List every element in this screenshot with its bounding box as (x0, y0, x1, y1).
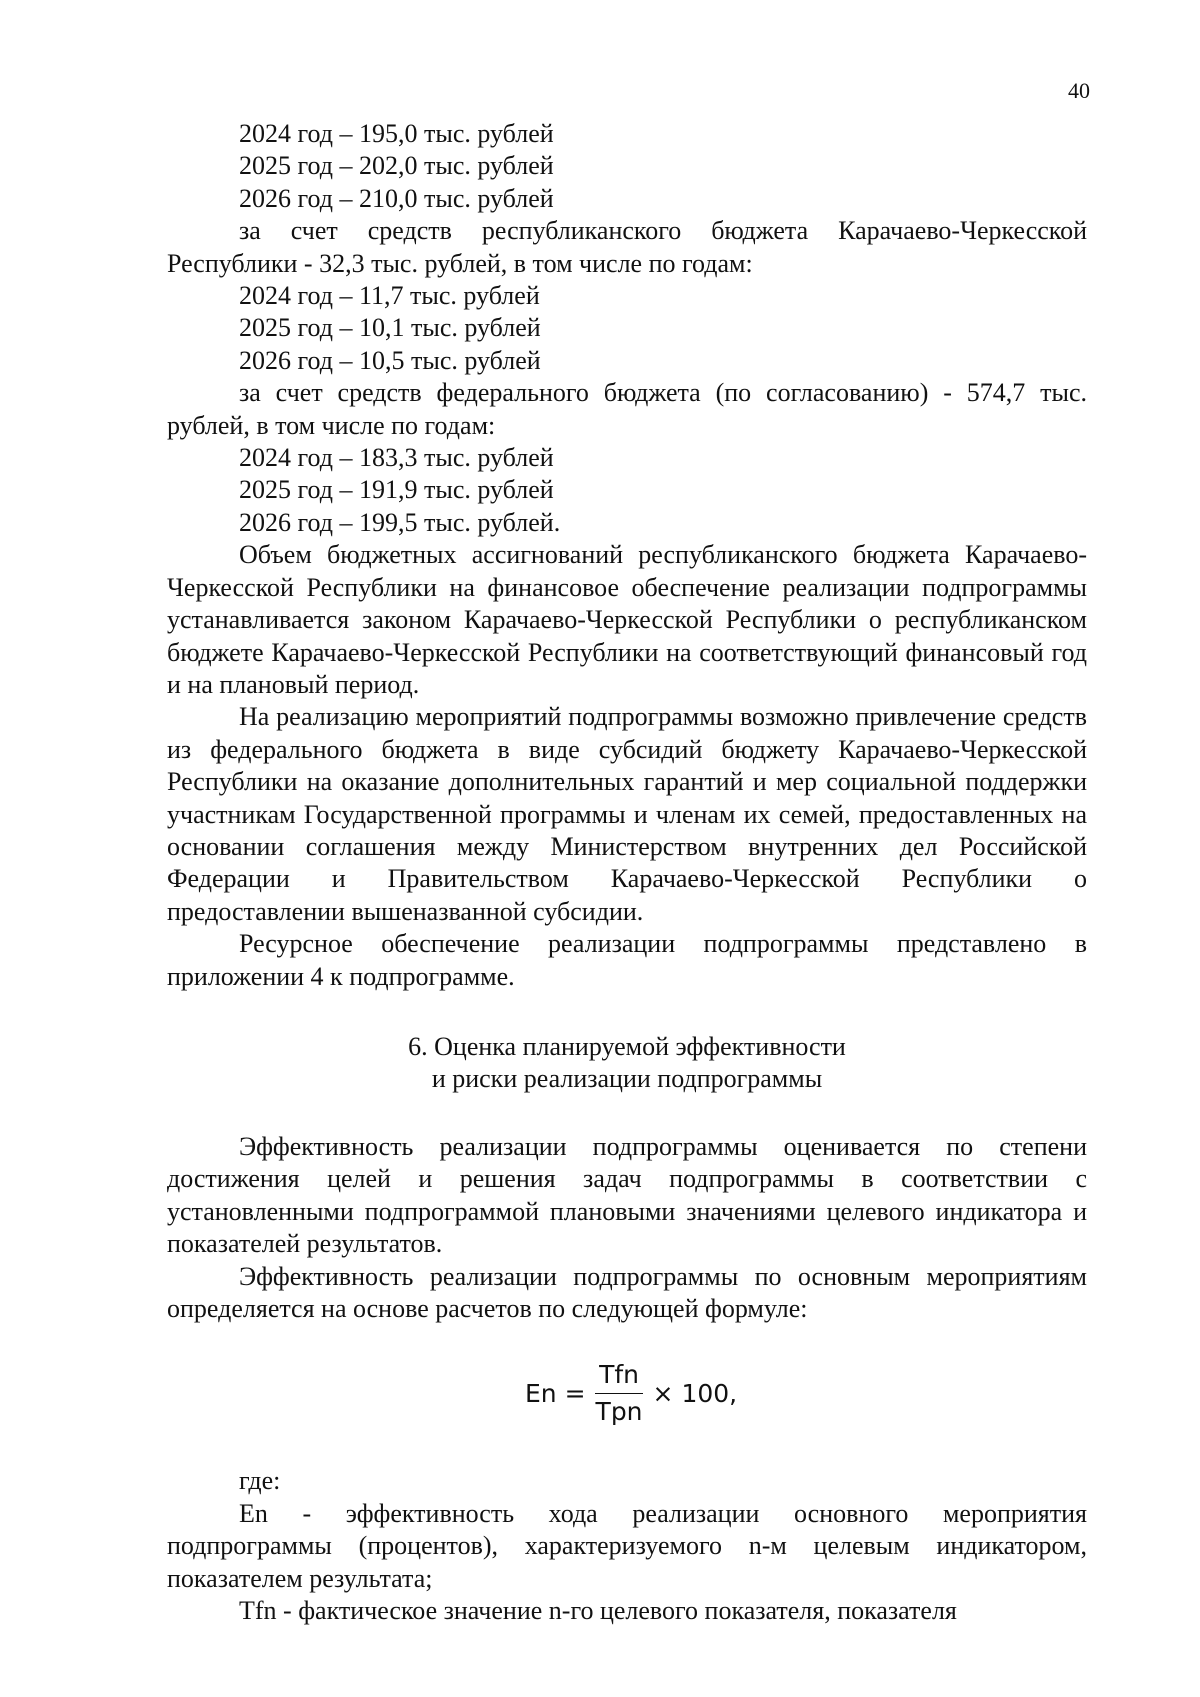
section-heading-line-1: 6. Оценка планируемой эффективности (408, 1031, 846, 1061)
year-line: 2026 год – 10,5 тыс. рублей (239, 345, 541, 375)
where-label: где: (239, 1466, 281, 1496)
year-line: 2026 год – 210,0 тыс. рублей (239, 183, 554, 213)
definition-tfn: Tfn - фактическое значение n-го целевого показателя, показателя (239, 1596, 957, 1626)
federal-budget-paragraph: за счет средств федерального бюджета (по согласованию) - 574,7 тыс. рублей, в том числе по годам: (167, 378, 1087, 440)
year-line: 2025 год – 10,1 тыс. рублей (239, 313, 541, 343)
formula-fraction (592, 1359, 647, 1428)
efficiency-formula (167, 1355, 1087, 1435)
republic-budget-paragraph: за счет средств республиканского бюджета Карачаево-Черкесской Республики - 32,3 тыс. рублей, в том числе по годам: (167, 216, 1087, 278)
efficiency-paragraph: Эффективность реализации подпрограммы оценивается по степени достижения целей и решения задач подпрограммы в соответствии с установленными подпрограммой плановыми значениями целевого индикатора и показателей результатов. (167, 1131, 1087, 1259)
definition-en: En - эффективность хода реализации основного мероприятия подпрограммы (процентов), характеризуемого n-м целевым индикатором, показателем результата; (167, 1498, 1087, 1593)
budget-volume-paragraph: Объем бюджетных ассигнований республиканского бюджета Карачаево-Черкесской Республики на финансовое обеспечение реализации подпрограммы устанавливается законом Карачаево-Черкесской Республики о республиканском бюджете Карачаево-Черкесской Республики на соответствующий финансовый год и на плановый период. (167, 540, 1087, 699)
formula-denominator: Tpn (595, 1397, 643, 1427)
resource-provision-paragraph: Ресурсное обеспечение реализации подпрограммы представлено в приложении 4 к подпрограмме. (167, 929, 1087, 991)
year-line: 2025 год – 191,9 тыс. рублей (239, 475, 554, 505)
formula-rhs: × 100, (652, 1378, 738, 1408)
year-line: 2024 год – 195,0 тыс. рублей (239, 119, 554, 148)
year-line: 2024 год – 11,7 тыс. рублей (239, 281, 540, 311)
page-number: 40 (1068, 78, 1090, 103)
efficiency-method-paragraph: Эффективность реализации подпрограммы по основным мероприятиям определяется на основе расчетов по следующей формуле: (167, 1261, 1087, 1323)
section-heading (167, 1031, 1087, 1095)
year-line: 2026 год – 199,5 тыс. рублей. (239, 507, 561, 537)
federal-subsidy-paragraph: На реализацию мероприятий подпрограммы возможно привлечение средств из федерального бюджета в виде субсидий бюджету Карачаево-Черкесской Республики на оказание дополнительных гарантий и мер социальной поддержки участникам Государственной программы и членам их семей, предоставленных на основании соглашения между Министерством внутренних дел Российской Федерации и Правительством Карачаево-Черкесской Республики о предоставлении вышеназванной субсидии. (167, 702, 1087, 926)
year-line: 2025 год – 202,0 тыс. рублей (239, 151, 554, 181)
page-content (167, 118, 1087, 1627)
section-heading-line-2: и риски реализации подпрограммы (431, 1063, 823, 1093)
formula-numerator: Tfn (595, 1359, 643, 1394)
year-line: 2024 год – 183,3 тыс. рублей (239, 443, 554, 473)
formula-lhs: En = (525, 1378, 586, 1408)
